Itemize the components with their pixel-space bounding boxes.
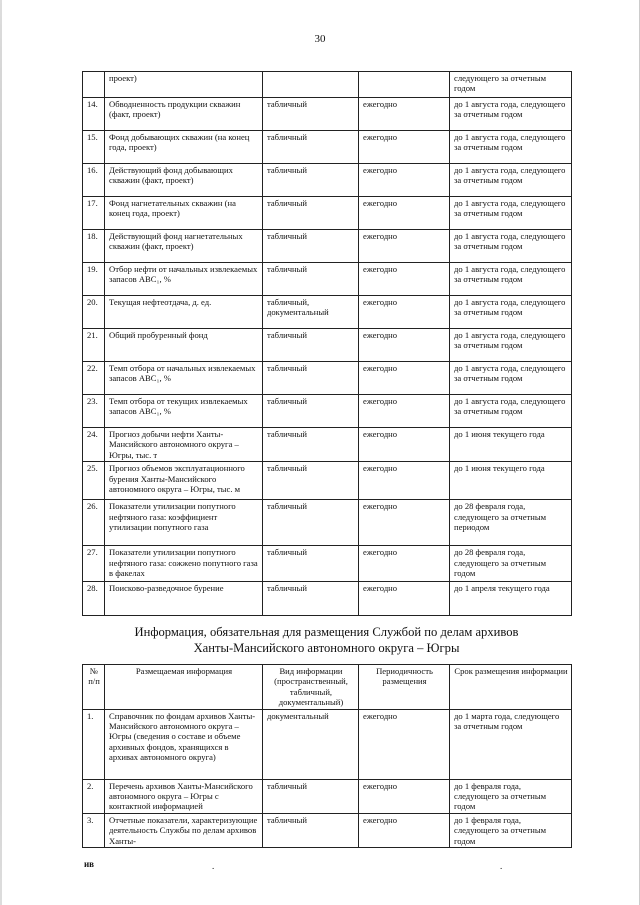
cell-num: 14. [83, 98, 105, 131]
cell-type: табличный [263, 500, 359, 546]
cell-period: ежегодно [359, 546, 450, 582]
cell-period [359, 72, 450, 98]
footer-initials: ив [84, 859, 95, 869]
table-row [83, 709, 572, 779]
archives-table-body [83, 709, 572, 847]
cell-num: 22. [83, 362, 105, 395]
cell-info: Перечень архивов Ханты-Мансийского автономного округа – Югры с контактной информацией [105, 779, 263, 813]
cell-period: ежегодно [359, 197, 450, 230]
cell-type: табличный [263, 813, 359, 847]
cell-period: ежегодно [359, 296, 450, 329]
cell-term: до 1 августа года, следующего за отчетным годом [450, 329, 572, 362]
cell-period: ежегодно [359, 98, 450, 131]
cell-info: Фонд добывающих скважин (на конец года, проект) [105, 131, 263, 164]
cell-info: Действующий фонд добывающих скважин (факт, проект) [105, 164, 263, 197]
cell-info: Отчетные показатели, характеризующие деятельность Службы по делам архивов Ханты- [105, 813, 263, 847]
table-row [83, 98, 572, 131]
cell-num: 19. [83, 263, 105, 296]
cell-period: ежегодно [359, 500, 450, 546]
cell-term: до 1 августа года, следующего за отчетным годом [450, 263, 572, 296]
cell-num: 18. [83, 230, 105, 263]
cell-info: Показатели утилизации попутного нефтяного газа: коэффициент утилизации попутного газа [105, 500, 263, 546]
cell-term: до 1 февраля года, следующего за отчетным годом [450, 779, 572, 813]
cell-info: проект) [105, 72, 263, 98]
cell-info: Прогноз объемов эксплуатационного бурения Ханты-Мансийского автономного округа – Югры, тыс. м [105, 462, 263, 500]
cell-type: табличный [263, 197, 359, 230]
cell-term: до 1 августа года, следующего за отчетным годом [450, 164, 572, 197]
table-row [83, 395, 572, 428]
cell-num: 26. [83, 500, 105, 546]
header-info: Размещаемая информация [105, 665, 263, 710]
cell-num: 21. [83, 329, 105, 362]
table-row [83, 462, 572, 500]
cell-period: ежегодно [359, 263, 450, 296]
cell-type: табличный [263, 98, 359, 131]
cell-num: 3. [83, 813, 105, 847]
cell-type: табличный [263, 546, 359, 582]
table-row [83, 428, 572, 462]
cell-term: до 1 августа года, следующего за отчетным годом [450, 98, 572, 131]
table-row [83, 263, 572, 296]
table-row [83, 164, 572, 197]
cell-type: табличный, документальный [263, 296, 359, 329]
footer-dot-2: . [500, 861, 503, 871]
cell-info: Фонд нагнетательных скважин (на конец года, проект) [105, 197, 263, 230]
header-type: Вид информации (пространственный, табличный, документальный) [263, 665, 359, 710]
cell-period: ежегодно [359, 164, 450, 197]
cell-type: табличный [263, 428, 359, 462]
cell-info: Темп отбора от начальных извлекаемых запасов АВС₁, % [105, 362, 263, 395]
cell-type: табличный [263, 131, 359, 164]
cell-period: ежегодно [359, 329, 450, 362]
cell-num: 15. [83, 131, 105, 164]
header-num: № п/п [83, 665, 105, 710]
table-row [83, 230, 572, 263]
cell-term: до 1 марта года, следующего за отчетным годом [450, 709, 572, 779]
cell-term: до 1 августа года, следующего за отчетным годом [450, 197, 572, 230]
cell-num [83, 72, 105, 98]
cell-period: ежегодно [359, 131, 450, 164]
cell-num: 27. [83, 546, 105, 582]
indicators-table-continued [82, 71, 572, 616]
archives-info-table [82, 664, 572, 848]
cell-type: табличный [263, 362, 359, 395]
section-heading [82, 624, 571, 656]
cell-info: Справочник по фондам архивов Ханты-Мансийского автономного округа – Югры (сведения о составе и объеме архивных фондов, хранящихся в архивах автономного округа) [105, 709, 263, 779]
cell-info: Темп отбора от текущих извлекаемых запасов АВС₁, % [105, 395, 263, 428]
cell-term: до 28 февраля года, следующего за отчетным годом [450, 546, 572, 582]
header-term: Срок размещения информации [450, 665, 572, 710]
cell-info: Показатели утилизации попутного нефтяного газа: сожжено попутного газа в факелах [105, 546, 263, 582]
cell-period: ежегодно [359, 709, 450, 779]
table-header-row [83, 665, 572, 710]
section-heading-line-2: Ханты-Мансийского автономного округа – Югры [193, 641, 460, 655]
cell-type: табличный [263, 164, 359, 197]
cell-num: 24. [83, 428, 105, 462]
cell-type: табличный [263, 329, 359, 362]
cell-term: до 1 августа года, следующего за отчетным годом [450, 362, 572, 395]
cell-info: Текущая нефтеотдача, д. ед. [105, 296, 263, 329]
cell-type: табличный [263, 779, 359, 813]
cell-num: 1. [83, 709, 105, 779]
footer-dot-1: . [212, 861, 215, 871]
cell-info: Отбор нефти от начальных извлекаемых запасов АВС₁, % [105, 263, 263, 296]
cell-period: ежегодно [359, 813, 450, 847]
header-period: Периодичность размещения [359, 665, 450, 710]
cell-type: табличный [263, 582, 359, 616]
cell-info: Действующий фонд нагнетательных скважин (факт, проект) [105, 230, 263, 263]
cell-period: ежегодно [359, 582, 450, 616]
cell-num: 23. [83, 395, 105, 428]
table-row [83, 362, 572, 395]
cell-period: ежегодно [359, 779, 450, 813]
table-row [83, 72, 572, 98]
cell-period: ежегодно [359, 362, 450, 395]
cell-info: Прогноз добычи нефти Ханты-Мансийского автономного округа – Югры, тыс. т [105, 428, 263, 462]
cell-term: до 1 августа года, следующего за отчетным годом [450, 131, 572, 164]
cell-num: 20. [83, 296, 105, 329]
cell-type: документальный [263, 709, 359, 779]
table-row [83, 582, 572, 616]
cell-num: 16. [83, 164, 105, 197]
cell-term: до 1 июня текущего года [450, 462, 572, 500]
table-row [83, 329, 572, 362]
cell-num: 28. [83, 582, 105, 616]
table-row [83, 197, 572, 230]
cell-term: до 1 августа года, следующего за отчетным годом [450, 395, 572, 428]
cell-type: табличный [263, 395, 359, 428]
page-number: 30 [314, 33, 326, 45]
cell-term: до 1 июня текущего года [450, 428, 572, 462]
cell-term: до 1 августа года, следующего за отчетным годом [450, 230, 572, 263]
cell-period: ежегодно [359, 230, 450, 263]
cell-term: до 1 августа года, следующего за отчетным годом [450, 296, 572, 329]
indicators-table-body [83, 72, 572, 616]
cell-period: ежегодно [359, 395, 450, 428]
cell-term: следующего за отчетным годом [450, 72, 572, 98]
cell-num: 17. [83, 197, 105, 230]
table-row [83, 131, 572, 164]
cell-num: 25. [83, 462, 105, 500]
cell-period: ежегодно [359, 462, 450, 500]
cell-info: Поисково-разведочное бурение [105, 582, 263, 616]
cell-period: ежегодно [359, 428, 450, 462]
cell-term: до 1 апреля текущего года [450, 582, 572, 616]
scan-edge-left [0, 0, 2, 905]
cell-term: до 28 февраля года, следующего за отчетным периодом [450, 500, 572, 546]
cell-type: табличный [263, 462, 359, 500]
cell-num: 2. [83, 779, 105, 813]
table-row [83, 500, 572, 546]
cell-term: до 1 февраля года, следующего за отчетным годом [450, 813, 572, 847]
cell-info: Обводненность продукции скважин (факт, проект) [105, 98, 263, 131]
table-row [83, 546, 572, 582]
cell-type: табличный [263, 263, 359, 296]
table-row [83, 779, 572, 813]
table-row [83, 813, 572, 847]
cell-type: табличный [263, 230, 359, 263]
table-row [83, 296, 572, 329]
section-heading-line-1: Информация, обязательная для размещения Службой по делам архивов [134, 625, 519, 639]
cell-info: Общий пробуренный фонд [105, 329, 263, 362]
cell-type [263, 72, 359, 98]
